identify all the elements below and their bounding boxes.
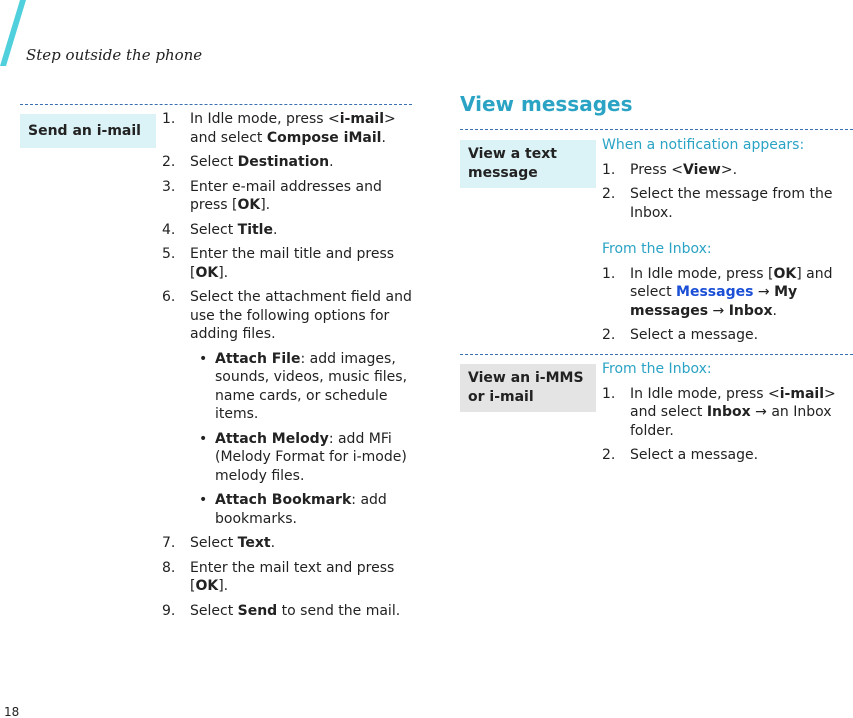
step-text: Select a message.: [630, 327, 759, 343]
divider-view-imms: [460, 354, 853, 355]
step-body: [630, 161, 852, 180]
step-text: > and select: [190, 111, 396, 146]
step-number: 1.: [602, 265, 616, 282]
option-item: [162, 350, 412, 424]
step-text: : add images, sounds, videos, music files, name cards, or schedule items.: [215, 350, 408, 422]
step-number: 2.: [602, 327, 616, 343]
step-text: Select a message.: [630, 447, 759, 463]
bold-term: i-mail: [779, 385, 824, 402]
step-item: [602, 326, 852, 345]
step-text: to send the mail.: [277, 602, 401, 619]
step-number: 3.: [162, 178, 176, 195]
step-body: [190, 153, 412, 172]
step-text: ] and select: [630, 265, 833, 300]
step-text: Enter the mail text and press [: [190, 559, 395, 594]
step-text: Select: [190, 221, 238, 238]
bold-term: Title: [237, 221, 273, 238]
step-number: 9.: [162, 602, 176, 619]
step-item: [602, 385, 852, 441]
step-text: : add MFi (Melody Format for i-mode) melody files.: [215, 430, 407, 484]
step-text: ].: [260, 197, 271, 213]
option-list: [162, 350, 412, 529]
bold-term: OK: [237, 197, 261, 213]
step-text: Enter the mail title and press [: [190, 246, 395, 281]
bold-term: Messages: [676, 284, 754, 300]
step-number: 2.: [162, 154, 176, 170]
step-text: .: [772, 302, 777, 319]
step-item: [162, 110, 412, 147]
step-text: →: [708, 302, 729, 319]
step-body: [190, 110, 412, 147]
step-text: .: [272, 221, 278, 238]
step-number: 2.: [602, 447, 616, 463]
step-text: Select the message from the Inbox.: [630, 186, 833, 221]
step-text: ].: [218, 578, 229, 594]
subheading: From the Inbox:: [602, 361, 712, 377]
step-body: [190, 178, 412, 215]
bold-term: Destination: [237, 154, 330, 170]
step-number: 5.: [162, 246, 176, 262]
step-text: .: [270, 535, 276, 551]
step-item: [162, 221, 412, 240]
step-body: [630, 446, 852, 465]
step-number: 8.: [162, 559, 176, 576]
step-text: Select the attachment field and use the following options for adding files.: [190, 289, 412, 342]
step-number: 6.: [162, 289, 176, 305]
step-text: In Idle mode, press <: [190, 111, 340, 127]
bold-term: Compose iMail: [266, 129, 382, 146]
step-item: [162, 602, 412, 621]
step-body: [190, 245, 412, 282]
step-text: Select: [190, 535, 238, 551]
step-text: >.: [720, 161, 738, 178]
bold-term: My messages: [630, 284, 798, 319]
bold-term: Attach File: [215, 350, 301, 367]
step-text: →: [753, 284, 775, 300]
option-item: [162, 491, 412, 528]
section-title-view-messages: View messages: [460, 92, 633, 116]
divider-send-imail: [20, 104, 412, 105]
step-text: → an Inbox folder.: [630, 404, 832, 439]
step-text: In Idle mode, press <: [630, 385, 780, 402]
view-text-message-steps: [602, 136, 852, 351]
step-number: 7.: [162, 535, 176, 551]
step-body: [190, 559, 412, 596]
label-view-text-message: View a text message: [460, 140, 596, 188]
step-item: [602, 161, 852, 180]
bold-term: Send: [237, 602, 278, 619]
bold-term: OK: [195, 578, 219, 594]
subheading: When a notification appears:: [602, 137, 805, 153]
step-item: [602, 265, 852, 321]
bold-term: Inbox: [728, 302, 773, 319]
step-text: In Idle mode, press [: [630, 265, 774, 282]
step-number: 1.: [162, 111, 176, 127]
divider-view-text-message: [460, 129, 853, 130]
step-number: 1.: [602, 385, 616, 402]
step-number: 4.: [162, 221, 176, 238]
step-number: 2.: [602, 186, 616, 202]
step-text: ].: [218, 264, 229, 281]
step-text: Enter e-mail addresses and press [: [190, 178, 382, 213]
step-text: Select: [190, 154, 238, 170]
step-body: [190, 602, 412, 621]
bullet-icon: •: [199, 350, 208, 367]
bullet-icon: •: [199, 492, 208, 508]
bold-term: Inbox: [706, 404, 751, 420]
view-imms-steps: [602, 360, 852, 471]
step-text: Press <: [630, 161, 684, 178]
bullet-icon: •: [199, 430, 208, 447]
bold-term: Attach Melody: [215, 430, 329, 447]
step-item: [162, 178, 412, 215]
step-item: [602, 185, 852, 222]
step-item: [162, 153, 412, 172]
step-text: Select: [190, 602, 238, 619]
option-item: [162, 430, 412, 486]
step-text: .: [329, 154, 334, 170]
step-item: [162, 534, 412, 553]
label-send-imail: Send an i-mail: [20, 114, 156, 148]
step-text: > and select: [630, 385, 836, 420]
send-imail-steps: [162, 110, 412, 626]
step-item: [162, 559, 412, 596]
subheading: From the Inbox:: [602, 241, 712, 257]
step-item: [602, 446, 852, 465]
step-body: [630, 265, 852, 321]
step-body: [190, 534, 412, 553]
page-header-title: Step outside the phone: [26, 46, 203, 64]
step-body: [190, 288, 412, 344]
step-body: [190, 221, 412, 240]
bold-term: Attach Bookmark: [215, 492, 352, 508]
bold-term: OK: [773, 265, 797, 282]
step-item: [162, 288, 412, 344]
bold-term: View: [683, 161, 721, 178]
bold-term: OK: [195, 264, 219, 281]
step-text: .: [381, 129, 386, 146]
step-number: 1.: [602, 161, 616, 178]
step-body: [630, 385, 852, 441]
header-accent-bar: [0, 0, 26, 66]
bold-term: i-mail: [339, 111, 384, 127]
step-text: : add bookmarks.: [215, 492, 387, 527]
step-body: [630, 326, 852, 345]
step-item: [162, 245, 412, 282]
label-view-imms-imail: View an i-MMS or i-mail: [460, 364, 596, 412]
step-body: [630, 185, 852, 222]
page-number: 18: [4, 705, 20, 718]
bold-term: Text: [237, 535, 271, 551]
